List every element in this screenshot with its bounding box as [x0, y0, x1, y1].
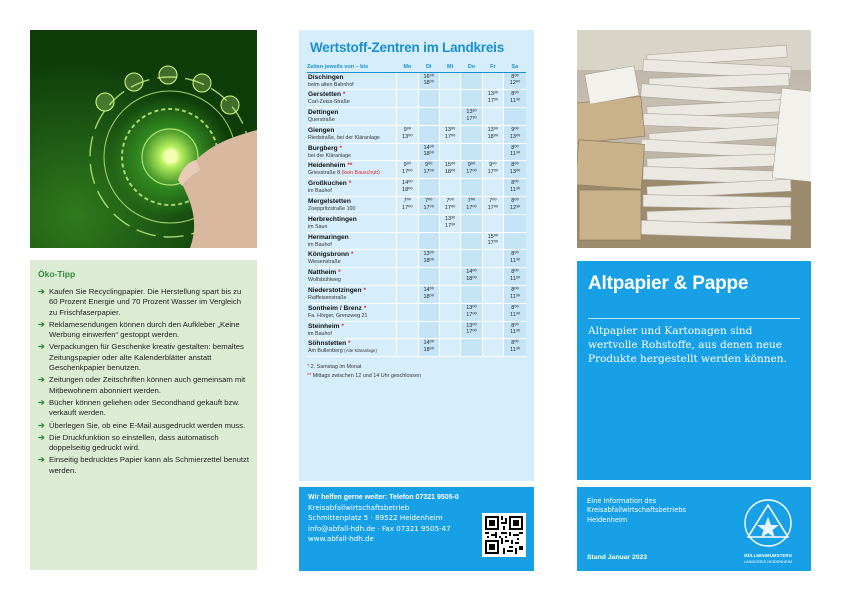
location-cell [307, 321, 397, 339]
time-cell [439, 286, 460, 304]
table-row [307, 90, 526, 108]
location-cell [307, 286, 397, 304]
time-cell: 8⁰⁰ 13⁰⁰ [504, 161, 526, 179]
time-cell [439, 250, 460, 268]
location-cell [307, 339, 397, 357]
list-item: ➔ Verpackungen für Geschenke kreativ gestalten: bemaltes Zeitungspapier oder alte Kalenderblätter anstatt Geschenkpapier benutzen. [38, 342, 244, 373]
time-cell: 8⁰⁰ 11³⁰ [504, 321, 526, 339]
list-item: ➔ Reklamesendungen können durch den Aufkleber „Keine Werbung einwerfen“ gestoppt werden. [38, 319, 240, 340]
time-cell [461, 286, 482, 304]
arrow-icon: ➔ [38, 342, 45, 352]
time-cell: 8⁰⁰ 11³⁰ [504, 179, 526, 197]
table-row [307, 125, 526, 143]
location-name: Burgberg * [308, 144, 343, 152]
list-item: ➔ Bücher können geliehen oder Secondhand gekauft bzw. verkauft werden. [38, 397, 240, 418]
time-cell [397, 108, 418, 126]
info-box [577, 487, 811, 571]
time-cell [397, 214, 418, 232]
time-cell: 14⁰⁰ 18⁰⁰ [461, 268, 482, 286]
time-cell [418, 303, 439, 321]
eco-hand-photo [30, 30, 257, 248]
time-cell: 9⁰⁰ 17⁰⁰ [482, 161, 503, 179]
time-cell: 13³⁰ 17³⁰ [482, 90, 503, 108]
info-text: Eine Information des Kreisabfallwirtschaftsbetriebs Heidenheim [587, 497, 686, 524]
schedule-footnotes [307, 363, 526, 380]
location-name: Söhnstetten * [308, 340, 351, 348]
location-cell [307, 232, 397, 250]
location-address: bei der Kläranlage [308, 152, 351, 159]
time-cell: 14⁰⁰ 18⁰⁰ [397, 179, 418, 197]
location-address: im Bauhof [308, 241, 332, 248]
time-cell [439, 72, 460, 90]
list-item: ➔ Zeitungen oder Zeitschriften können auch gemeinsam mit Mitbewohnern abonniert werden. [38, 375, 246, 395]
time-cell [397, 303, 418, 321]
table-header-row [307, 63, 526, 72]
time-cell [461, 179, 482, 197]
time-cell [418, 214, 439, 232]
time-cell [418, 108, 439, 126]
contact-website[interactable]: www.abfall-hdh.de [308, 534, 374, 544]
location-name: Heidenheim ** [308, 162, 353, 170]
time-cell [504, 232, 526, 250]
location-name: Herbrechtingen [308, 215, 357, 223]
time-cell [397, 72, 418, 90]
table-row [307, 321, 526, 339]
time-cell [482, 321, 503, 339]
schedule-panel [299, 30, 534, 481]
time-cell: 14⁰⁰ 18⁰⁰ [418, 286, 439, 304]
location-address: Fa. Hörger, Grenzweg 21 [308, 312, 368, 319]
time-cell [482, 303, 503, 321]
time-cell: 9⁰⁰ 17⁰⁰ [418, 161, 439, 179]
table-row [307, 286, 526, 304]
time-cell [439, 303, 460, 321]
column-header: Zeiten jeweils von – bis [307, 63, 397, 72]
time-cell [482, 72, 503, 90]
time-cell [418, 232, 439, 250]
location-cell [307, 303, 397, 321]
divider [588, 318, 800, 319]
arrow-icon: ➔ [38, 287, 45, 296]
table-row [307, 339, 526, 357]
time-cell: 8⁰⁰ 11³⁰ [504, 339, 526, 357]
table-row [307, 179, 526, 197]
arrow-icon: ➔ [38, 455, 45, 465]
location-name: Sontheim / Brenz * [308, 304, 367, 312]
table-row [307, 72, 526, 90]
contact-email[interactable]: info@abfall-hdh.de · Fax 07321 9505-47 [308, 523, 451, 533]
location-address: Raiffeisenstraße [308, 295, 347, 302]
time-cell [461, 250, 482, 268]
location-name: Mergelstetten [308, 198, 351, 206]
eco-tip-list [38, 287, 249, 476]
footnote-mark: * [342, 91, 346, 99]
table-row [307, 303, 526, 321]
location-address: Am Bullenberg (Alte Kläranlage) [308, 348, 377, 355]
list-item: ➔ Überlegen Sie, ob eine E-Mail ausgedruckt werden muss. [38, 420, 246, 430]
time-cell [418, 90, 439, 108]
time-cell [397, 286, 418, 304]
footnote-mark: * [350, 251, 354, 259]
location-name: Dettingen [308, 109, 339, 117]
location-name: Gerstetten * [308, 91, 346, 99]
time-cell [482, 214, 503, 232]
location-note: (kein Bauschutt) [341, 170, 380, 177]
location-address: Wiesenstraße [308, 259, 341, 266]
time-cell: 8⁰⁰ 11³⁰ [504, 250, 526, 268]
time-cell [397, 268, 418, 286]
time-cell: 14⁰⁰ 18⁰⁰ [418, 339, 439, 357]
location-address: beim alten Bahnhof [308, 81, 354, 88]
time-cell: 7⁰⁰ 17⁰⁰ [418, 197, 439, 215]
time-cell [439, 321, 460, 339]
table-row [307, 108, 526, 126]
time-cell [418, 268, 439, 286]
time-cell [482, 268, 503, 286]
time-cell [482, 339, 503, 357]
schedule-table [307, 63, 526, 357]
location-cell [307, 214, 397, 232]
location-address: Querstraße [308, 117, 335, 124]
location-address: Zoeppritzstraße 100 [308, 206, 356, 213]
column-header: Sa [504, 63, 526, 72]
time-cell: 13⁰⁰ 17⁰⁰ [461, 303, 482, 321]
footnote: ** Mittags zwischen 12 und 14 Uhr geschlossen [307, 372, 421, 379]
column-header: Mo [397, 63, 418, 72]
arrow-icon: ➔ [38, 397, 45, 407]
paper-stack-photo [577, 30, 811, 248]
time-cell [461, 72, 482, 90]
location-name: Hermaringen [308, 233, 349, 241]
time-cell: 7⁰⁰ 17⁰⁰ [482, 197, 503, 215]
arrow-icon: ➔ [38, 319, 45, 329]
time-cell [482, 286, 503, 304]
table-row [307, 143, 526, 161]
location-cell [307, 108, 397, 126]
column-header: Di [418, 63, 439, 72]
logo-district: LANDKREIS HEIDENHEIM [743, 560, 793, 564]
footnote-mark: * [341, 322, 344, 330]
table-row [307, 214, 526, 232]
time-cell: 7⁰⁰ 17⁰⁰ [439, 197, 460, 215]
time-cell [461, 232, 482, 250]
footnote-mark: ** [347, 162, 353, 170]
time-cell: 13⁰⁰ 17⁰⁰ [439, 125, 460, 143]
qr-code-icon[interactable] [482, 513, 526, 557]
time-cell: 13⁰⁰ 17⁰⁰ [461, 321, 482, 339]
time-cell [439, 232, 460, 250]
arrow-icon: ➔ [38, 432, 45, 442]
page-title: Altpapier & Pappe [588, 273, 749, 294]
location-cell [307, 197, 397, 215]
time-cell [439, 268, 460, 286]
cover-text: Altpapier und Kartonagen sind wertvolle Rohstoffe, aus denen neue Produkte hergestellt werden können. [588, 325, 787, 365]
arrow-icon: ➔ [38, 375, 45, 385]
time-cell: 8⁰⁰ 12³⁰ [504, 197, 526, 215]
list-item: ➔ Die Druckfunktion so einstellen, dass automatisch doppelseitig gedruckt wird. [38, 432, 219, 453]
location-cell [307, 90, 397, 108]
time-cell: 9⁰⁰ 17⁰⁰ [397, 161, 418, 179]
table-row [307, 268, 526, 286]
footnote-mark: * [363, 304, 367, 312]
time-cell [504, 214, 526, 232]
time-cell: 13³⁰ 17³⁰ [439, 214, 460, 232]
time-cell: 14⁰⁰ 18⁰⁰ [418, 143, 439, 161]
time-cell [397, 250, 418, 268]
time-cell: 15⁰⁰ 18⁰⁰ [439, 161, 460, 179]
location-cell [307, 268, 397, 286]
time-cell [439, 108, 460, 126]
location-note: (Alte Kläranlage) [344, 348, 377, 354]
location-address: im Bauhof [308, 330, 332, 337]
time-cell [397, 232, 418, 250]
location-name: Königsbronn * [308, 251, 354, 259]
time-cell: 7⁰⁰ 17⁰⁰ [397, 197, 418, 215]
footnote-mark: * [348, 180, 352, 188]
location-cell [307, 125, 397, 143]
cover-title-box [577, 261, 811, 480]
time-cell [461, 125, 482, 143]
footnote-mark: * [338, 269, 341, 277]
location-name: Großkuchen * [308, 180, 352, 188]
time-cell [482, 108, 503, 126]
location-address: Griesstraße 8 (kein Bauschutt) [308, 170, 380, 177]
time-cell [482, 179, 503, 197]
location-address: Wolfsbühlweg [308, 277, 341, 284]
time-cell [482, 143, 503, 161]
time-cell: 9⁰⁰ 13⁰⁰ [504, 125, 526, 143]
column-header: Fr [482, 63, 503, 72]
time-cell [504, 108, 526, 126]
table-row [307, 232, 526, 250]
time-cell: 13⁰⁰ 18⁰⁰ [482, 125, 503, 143]
location-address: Riedstraße, bei der Kläranlage [308, 134, 380, 141]
schedule-title: Wertstoff-Zentren im Landkreis [310, 40, 505, 55]
contact-line: Kreisabfallwirtschaftsbetrieb [308, 503, 410, 512]
time-cell [461, 143, 482, 161]
time-cell: 7⁰⁰ 17⁰⁰ [461, 197, 482, 215]
contact-box [299, 487, 534, 571]
location-name: Niederstotzingen * [308, 287, 366, 295]
footnote-mark: * [363, 287, 366, 295]
location-address: Carl-Zeiss-Straße [308, 99, 350, 106]
time-cell: 13⁰⁰ 18⁰⁰ [418, 250, 439, 268]
time-cell [397, 143, 418, 161]
location-name: Dischingen [308, 73, 344, 81]
column-header: Mi [439, 63, 460, 72]
time-cell: 8⁰⁰ 12⁰⁰ [504, 72, 526, 90]
logo-name: MÜLLMINIMUMSTERN [744, 553, 792, 558]
column-header: Do [461, 63, 482, 72]
location-address: im Bauhof [308, 188, 332, 195]
location-name: Giengen [308, 126, 335, 134]
location-name: Nattheim * [308, 269, 341, 277]
contact-headline: Wir helfen gerne weiter: Telefon 07321 9505-0 [308, 494, 459, 501]
time-cell: 9⁰⁰ 17⁰⁰ [461, 161, 482, 179]
time-cell [418, 179, 439, 197]
time-cell: 8⁰⁰ 11³⁰ [504, 286, 526, 304]
location-cell [307, 179, 397, 197]
location-cell [307, 161, 397, 179]
location-cell [307, 250, 397, 268]
footnote-mark: * [339, 144, 343, 152]
contact-line: Schmittenplatz 5 · 89522 Heidenheim [308, 513, 443, 523]
time-cell [461, 90, 482, 108]
time-cell: 8⁰⁰ 11³⁰ [504, 90, 526, 108]
time-cell [397, 90, 418, 108]
time-cell [461, 339, 482, 357]
table-row [307, 197, 526, 215]
time-cell [439, 90, 460, 108]
list-item: ➔ Einseitig bedrucktes Papier kann als Schmierzettel benutzt werden. [38, 455, 249, 475]
location-name: Steinheim * [308, 322, 344, 330]
time-cell: 9⁰⁰ 13⁰⁰ [397, 125, 418, 143]
eco-tip-box [30, 260, 257, 570]
time-cell [418, 321, 439, 339]
time-cell: 8⁰⁰ 11³⁰ [504, 268, 526, 286]
time-cell [439, 179, 460, 197]
time-cell [461, 214, 482, 232]
time-cell: 16⁰⁰ 18⁰⁰ [418, 72, 439, 90]
time-cell [397, 339, 418, 357]
location-cell [307, 72, 397, 90]
time-cell: 8⁰⁰ 11³⁰ [504, 143, 526, 161]
location-cell [307, 143, 397, 161]
time-cell [418, 125, 439, 143]
time-cell: 13³⁰ 17³⁰ [461, 108, 482, 126]
location-address: im Saun [308, 223, 328, 230]
time-cell: 15⁰⁰ 17⁰⁰ [482, 232, 503, 250]
table-row [307, 161, 526, 179]
list-item: ➔ Kaufen Sie Recyclingpapier. Die Herstellung spart bis zu 60 Prozent Energie und 70 Prozent Wasser im Vergleich zu Frischfaserpapier. [38, 287, 242, 317]
arrow-icon: ➔ [38, 420, 45, 430]
time-cell [397, 321, 418, 339]
table-row [307, 250, 526, 268]
eco-tip-title: Öko-Tipp [38, 269, 76, 279]
time-cell [439, 143, 460, 161]
time-cell [482, 250, 503, 268]
issue-date: Stand Januar 2023 [587, 554, 648, 561]
footnote-mark: * [347, 340, 351, 348]
time-cell [439, 339, 460, 357]
time-cell: 8⁰⁰ 11³⁰ [504, 303, 526, 321]
footnote: * 2. Samstag im Monat [307, 364, 362, 371]
triangle-star-logo-icon [735, 497, 801, 559]
